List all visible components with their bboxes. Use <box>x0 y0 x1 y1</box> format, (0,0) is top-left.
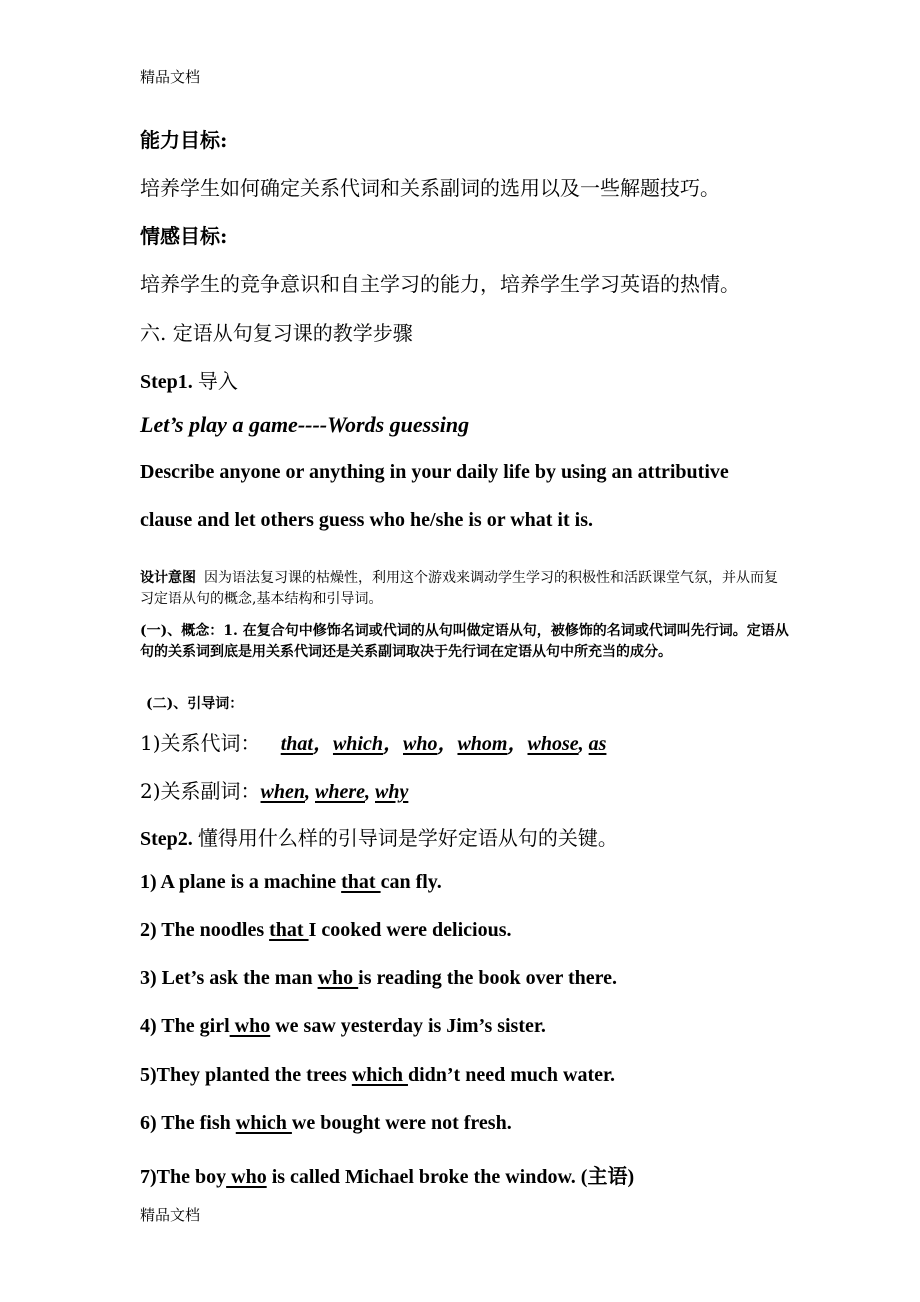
relative-word: who <box>226 1166 267 1188</box>
example-sentence: 7)The boy who is called Michael broke the window. (主语) <box>140 1166 635 1188</box>
emotion-goal-text: 培养学生的竞争意识和自主学习的能力，培养学生学习英语的热情。 <box>140 272 740 296</box>
game-description-line2: clause and let others guess who he/she is or what it is. <box>140 509 593 531</box>
example-sentence: 4) The girl who we saw yesterday is Jim’s sister. <box>140 1015 546 1037</box>
example-sentence: 3) Let’s ask the man who is reading the book over there. <box>140 967 618 989</box>
pronoun-which: which <box>332 733 383 755</box>
example-sentence: 2) The noodles that I cooked were delicious. <box>140 919 512 941</box>
step1-label: Step1. <box>140 371 193 393</box>
step2-label: Step2. <box>140 828 193 850</box>
game-title: Let’s play a game----Words guessing <box>140 412 470 437</box>
emotion-goal-heading: 情感目标: <box>140 224 228 248</box>
example-sentence: 6) The fish which we bought were not fresh. <box>140 1112 512 1134</box>
page-header: 精品文档 <box>140 68 201 86</box>
example-sentence: 1) A plane is a machine that can fly. <box>140 871 442 893</box>
game-description-line1: Describe anyone or anything in your daily life by using an attributive <box>140 461 729 483</box>
step1-heading <box>140 365 238 394</box>
pronoun-as: as <box>588 733 607 755</box>
adverb-where: where <box>315 781 365 803</box>
step2-heading <box>140 822 618 851</box>
step1-title: 导入 <box>197 369 238 393</box>
pronoun-who: who <box>403 733 438 755</box>
concept-paragraph: (一)、概念：1. 在复合句中修饰名词或代词的从句叫做定语从句，被修饰的名词或代词叫先行词。定语从句的关系词到底是用关系代词还是关系副词取决于先行词在定语从句中所充当的成分。 <box>140 623 789 660</box>
relative-pronouns-row: 1)关系代词： that，which，who，whom，whose, as <box>140 731 607 755</box>
step2-title: 懂得用什么样的引导词是学好定语从句的关键。 <box>197 826 618 850</box>
design-intent-text: 因为语法复习课的枯燥性，利用这个游戏来调动学生学习的积极性和活跃课堂气氛，并从而复习定语从句的概念,基本结构和引导词。 <box>140 570 778 607</box>
page-footer: 精品文档 <box>140 1206 201 1224</box>
ability-goal-text: 培养学生如何确定关系代词和关系副词的选用以及一些解题技巧。 <box>140 176 720 200</box>
design-intent-label: 设计意图 <box>140 570 196 586</box>
relative-pronouns-label: 1)关系代词： <box>140 731 261 755</box>
pronoun-that: that <box>280 733 313 755</box>
ability-goal-heading: 能力目标: <box>140 128 228 152</box>
section-six-heading: 六. 定语从句复习课的教学步骤 <box>140 321 413 345</box>
relative-word: that <box>269 919 309 941</box>
introducers-heading: (二)、引导词： <box>146 696 244 712</box>
relative-word: who <box>317 967 359 989</box>
pronoun-whom: whom <box>457 733 508 755</box>
relative-word: who <box>229 1015 271 1037</box>
adverb-why: why <box>375 781 409 803</box>
pronoun-whose: whose <box>527 733 579 755</box>
relative-word: which <box>235 1112 292 1134</box>
example-sentence: 5)They planted the trees which didn’t need much water. <box>140 1064 616 1086</box>
relative-adverbs-label: 2)关系副词： <box>140 779 261 803</box>
design-intent <box>140 568 790 610</box>
relative-word: that <box>341 871 381 893</box>
adverb-when: when <box>260 781 305 803</box>
relative-word: which <box>351 1064 408 1086</box>
relative-adverbs-row: 2)关系副词：when, where, why <box>140 779 409 803</box>
